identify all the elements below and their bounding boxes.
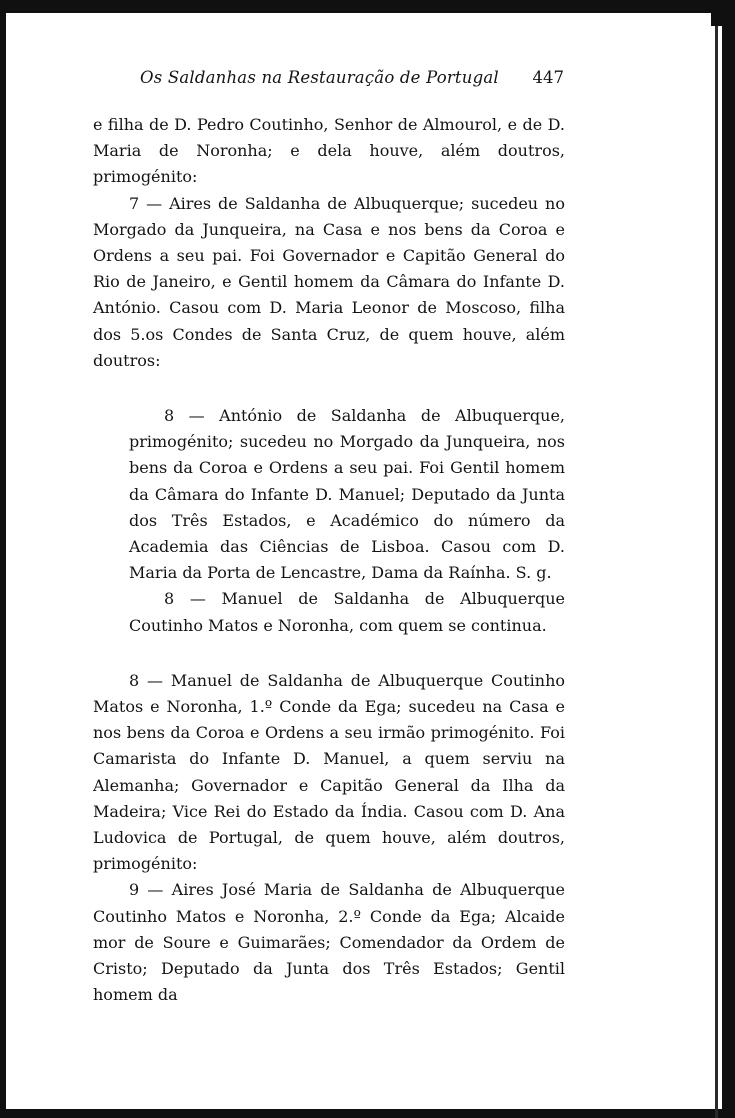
- scan-border-left: [0, 0, 6, 1118]
- paragraph-6: 9 — Aires José Maria de Saldanha de Albuquerque Coutinho Matos e Noronha, 2.º Conde da Ega; Alcaide mor de Soure e Guimarães; Comendador da Ordem de Cristo; Deputado da Junta dos Três Estados; Gentil homem da: [93, 880, 565, 1005]
- scan-border-top: [0, 0, 735, 13]
- page-header: [140, 68, 564, 94]
- paragraph-2: 7 — Aires de Saldanha de Albuquerque; sucedeu no Morgado da Junqueira, na Casa e nos bens da Coroa e Ordens a seu pai. Foi Governador e Capitão General do Rio de Janeiro, e Gentil homem da Câmara do Infante D. António. Casou com D. Maria Leonor de Moscoso, filha dos 5.os Condes de Santa Cruz, de quem houve, além doutros:: [93, 193, 565, 370]
- scan-border-bottom: [0, 1109, 735, 1118]
- running-title: Os Saldanhas na Restauração de Portugal: [140, 68, 499, 87]
- body-text: [93, 112, 565, 1009]
- inset-block: [129, 403, 565, 639]
- paragraph-4: 8 — Manuel de Saldanha de Albuquerque Coutinho Matos e Noronha, com quem se continua.: [129, 589, 565, 635]
- scan-border-right-inner: [715, 0, 718, 1118]
- page-number: 447: [532, 68, 564, 87]
- section-gap: [93, 374, 565, 403]
- paragraph-5: 8 — Manuel de Saldanha de Albuquerque Coutinho Matos e Noronha, 1.º Conde da Ega; sucedeu na Casa e nos bens da Coroa e Ordens a seu irmão primogénito. Foi Camarista do Infante D. Manuel, a quem serviu na Alemanha; Governador e Capitão General da Ilha da Madeira; Vice Rei do Estado da Índia. Casou com D. Ana Ludovica de Portugal, de quem houve, além doutros, primogénito:: [93, 670, 565, 874]
- section-gap: [93, 639, 565, 668]
- scan-border-right: [722, 0, 735, 1118]
- paragraph-1: e filha de D. Pedro Coutinho, Senhor de Almourol, e de D. Maria de Noronha; e dela houve, além doutros, primogénito:: [93, 115, 565, 187]
- scan-corner: [711, 0, 729, 26]
- paragraph-3: 8 — António de Saldanha de Albuquerque, primogénito; sucedeu no Morgado da Junqueira, nos bens da Coroa e Ordens a seu pai. Foi Gentil homem da Câmara do Infante D. Manuel; Deputado da Junta dos Três Estados, e Académico do número da Academia das Ciências de Lisboa. Casou com D. Maria da Porta de Lencastre, Dama da Raínha. S. g.: [129, 406, 565, 583]
